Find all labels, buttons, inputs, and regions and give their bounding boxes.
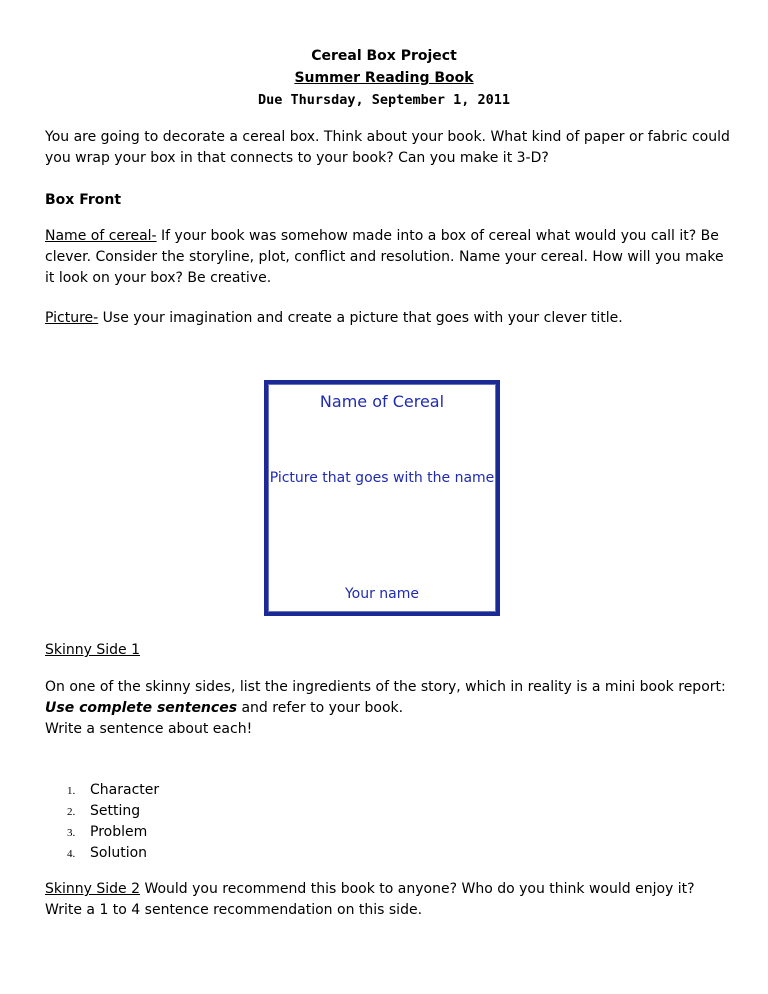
- diagram-title: Name of Cereal: [319, 392, 445, 411]
- intro-paragraph: You are going to decorate a cereal box. Think about your book. What kind of paper or fabric could you wrap your box in that connects to your book? Can you make it 3-D?: [45, 129, 730, 166]
- complete-sentences-emphasis: Use complete sentences: [45, 700, 238, 716]
- complete-sentences-rest: and refer to your book.: [237, 700, 404, 716]
- due-date: Due Thursday, September 1, 2011: [258, 92, 510, 108]
- diagram-your-name: Your name: [344, 586, 420, 602]
- skinny-side-1-text: On one of the skinny sides, list the ingredients of the story, which in reality is a mini book report:: [45, 679, 726, 695]
- list-item: 4. Solution: [67, 845, 148, 861]
- list-item: 2. Setting: [67, 803, 141, 819]
- skinny-side-2-text: Would you recommend this book to anyone? Who do you think would enjoy it? Write a 1 to 4 sentence recommendation on this side.: [45, 881, 695, 918]
- list-item: 3. Problem: [67, 824, 148, 840]
- ingredients-list: [45, 780, 159, 864]
- picture-text: Use your imagination and create a picture that goes with your clever title.: [98, 310, 623, 326]
- list-item: 1. Character: [67, 782, 160, 798]
- picture-paragraph: [45, 308, 735, 329]
- box-front-heading: Box Front: [45, 192, 122, 208]
- skinny-side-1-paragraph: [45, 677, 735, 740]
- name-of-cereal-text: If your book was somehow made into a box of cereal what would you call it? Be clever. Consider the storyline, plot, conflict and resolution. Name your cereal. How will you make it look on your box? Be creative.: [45, 228, 724, 286]
- cereal-box-diagram: [264, 380, 500, 616]
- write-sentence-instruction: Write a sentence about each!: [45, 721, 253, 737]
- doc-subtitle: Summer Reading Book: [294, 70, 474, 86]
- diagram-picture-label: Picture that goes with the name: [269, 470, 495, 486]
- name-of-cereal-label: Name of cereal-: [45, 228, 157, 244]
- skinny-side-2-heading: Skinny Side 2: [45, 881, 140, 897]
- skinny-side-1-heading: Skinny Side 1: [45, 642, 140, 658]
- picture-label: Picture-: [45, 310, 99, 326]
- name-of-cereal-paragraph: [45, 226, 735, 289]
- doc-title: Cereal Box Project: [311, 48, 457, 64]
- skinny-side-2-paragraph: [45, 879, 735, 921]
